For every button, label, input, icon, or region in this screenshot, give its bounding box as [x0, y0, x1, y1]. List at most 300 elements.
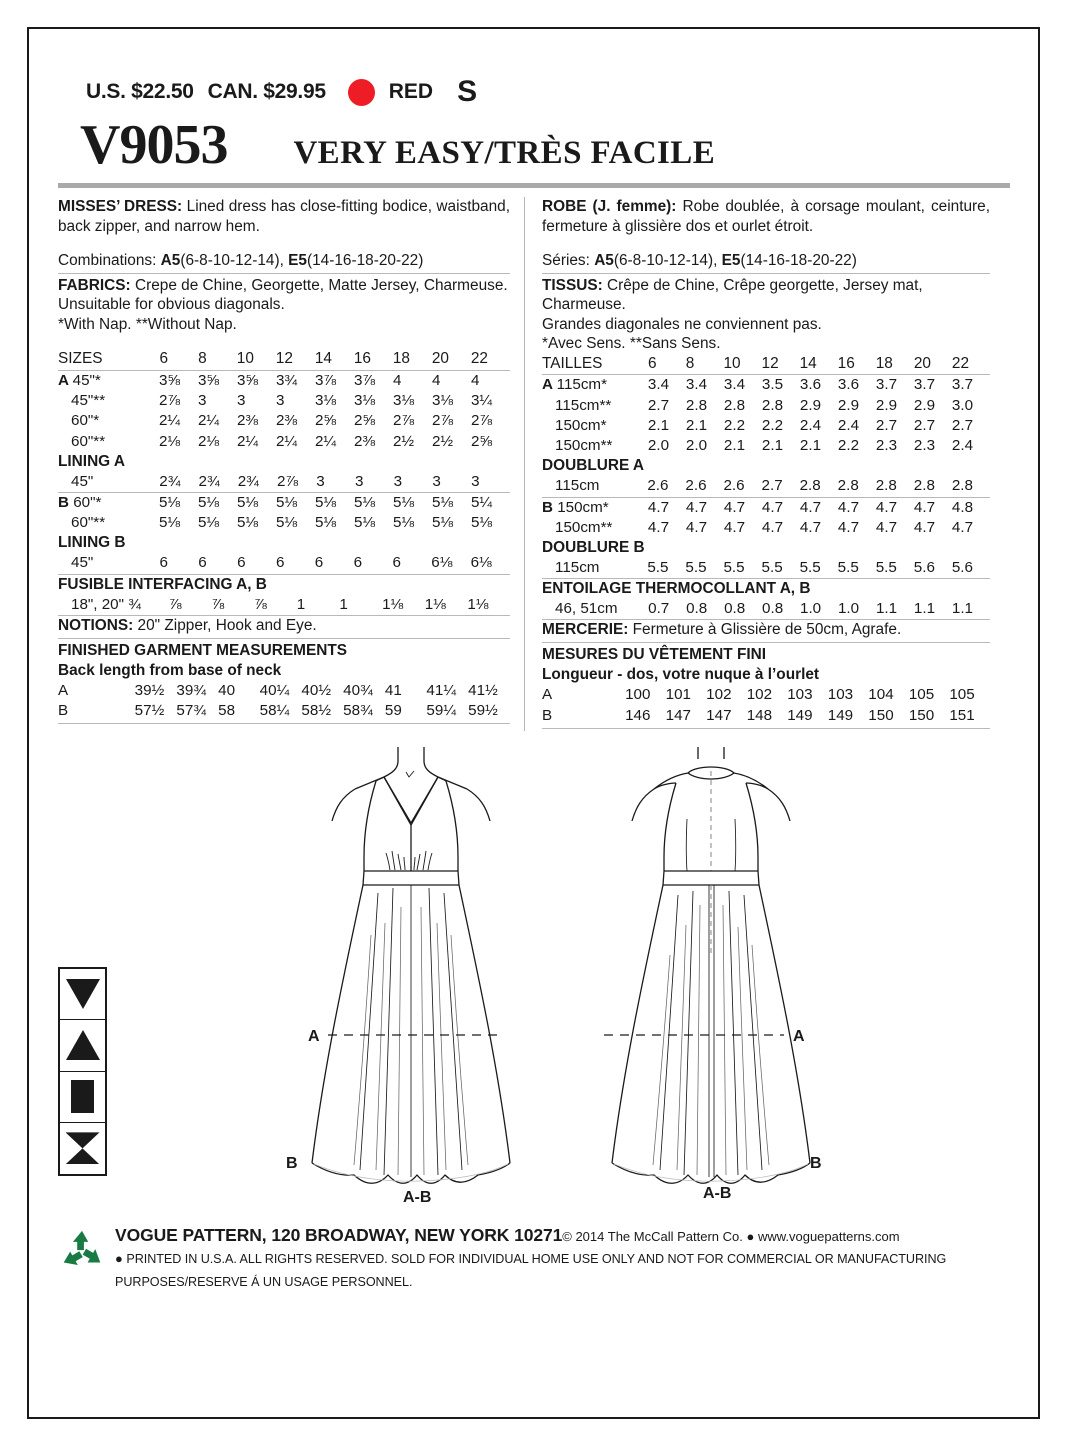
hourglass-icon: [66, 1132, 100, 1164]
cell-value: 2.7: [762, 476, 800, 497]
cell-value: 59½: [468, 702, 498, 720]
cell-value: 2⅝: [353, 412, 376, 430]
finished-measurements-heading: FINISHED GARMENT MEASUREMENTS: [58, 641, 348, 659]
cell-value: 103: [827, 686, 854, 704]
cell-value: 40¼: [259, 681, 290, 699]
footer-company-line: VOGUE PATTERN, 120 BROADWAY, NEW YORK 10271© 2014 The McCall Pattern Co. ● www.voguepatterns.com: [115, 1225, 900, 1245]
footer-website[interactable]: www.voguepatterns.com: [757, 1229, 900, 1244]
table-row: [58, 391, 510, 411]
front-view-caption: A-B: [403, 1189, 432, 1206]
cell-value: 2.7: [647, 396, 670, 414]
row-label: A: [542, 686, 553, 704]
cell-value: 5⅛: [158, 493, 181, 511]
cell-value: 100: [625, 686, 651, 704]
cell-value: 4.7: [723, 498, 746, 516]
lining-a-heading: LINING A: [58, 452, 125, 470]
dress-back-illustration: [580, 745, 860, 1200]
cell-value: 3⅞: [353, 371, 376, 389]
cell-value: 5¼: [470, 493, 493, 511]
sizes-header-table: [542, 354, 990, 375]
french-description: [542, 197, 990, 236]
cell-value: 2.8: [876, 476, 914, 497]
cell-value: 41¼: [426, 681, 456, 699]
cell-value: 4.7: [875, 498, 898, 516]
yardage-table: [58, 553, 510, 574]
cell-value: 1.1: [952, 599, 990, 620]
cell-value: 2¾: [199, 472, 238, 493]
cell-value: 3: [197, 392, 207, 410]
cell-value: 5⅛: [275, 493, 298, 511]
cell-value: 2.9: [837, 396, 860, 414]
row-label: 60"**: [71, 514, 106, 532]
pattern-symbol-key: [58, 967, 107, 1176]
cell-value: 4.7: [647, 498, 670, 516]
cell-value: 3⅛: [314, 392, 337, 410]
cell-value: 2⅞: [431, 412, 454, 430]
cell-value: 2.2: [761, 416, 784, 434]
table-row: [542, 706, 990, 726]
table-row: [58, 681, 510, 701]
cell-value: 2.3: [875, 437, 898, 455]
cell-value: 2¼: [314, 432, 337, 450]
table-row: [58, 493, 510, 513]
cell-value: 5.5: [800, 558, 838, 579]
english-fabrics-value: Crepe de Chine, Georgette, Matte Jersey, Charmeuse.: [134, 276, 508, 294]
table-row: [58, 371, 510, 391]
cell-value: 3.7: [951, 376, 974, 394]
front-marker-a: A: [308, 1028, 320, 1045]
cell-value: 2¼: [236, 432, 259, 450]
cell-value: 5⅛: [470, 514, 493, 532]
cell-value: 6: [237, 553, 276, 574]
cell-value: 5⅛: [236, 493, 259, 511]
cell-value: 2¼: [275, 432, 298, 450]
table-row: [542, 396, 990, 416]
cell-value: 3⅛: [431, 392, 454, 410]
french-fabrics-value: Crêpe de Chine, Crêpe georgette, Jersey mat, Charmeuse.: [542, 276, 923, 314]
table-row: [58, 472, 510, 493]
cell-value: 2.0: [685, 437, 708, 455]
english-nap-note: *With Nap. **Without Nap.: [58, 315, 237, 333]
cell-value: 2.3: [913, 437, 936, 455]
english-fabrics-note: Unsuitable for obvious diagonals.: [58, 296, 285, 314]
cell-value: 2.1: [685, 416, 708, 434]
envelope-content: [58, 75, 1010, 731]
english-combo-e: E5: [288, 252, 307, 270]
english-combo-a: A5: [160, 252, 181, 270]
recycle-icon: [58, 1228, 106, 1276]
french-fabrics: [542, 276, 990, 315]
cell-value: 4.7: [799, 518, 822, 536]
row-label: 115cm: [542, 476, 647, 497]
row-label: B: [542, 706, 553, 724]
table-row: [542, 558, 990, 579]
cell-value: 40: [218, 681, 236, 699]
row-label: 45": [58, 553, 159, 574]
footer: [58, 1225, 1010, 1294]
cell-value: 2.7: [951, 416, 974, 434]
table-row-header: [542, 354, 990, 375]
cell-value: 4.7: [951, 518, 974, 536]
cell-value: 102: [746, 686, 773, 704]
finished-measurements-sub: Longueur - dos, votre nuque à l’ourlet: [542, 666, 820, 684]
cell-value: 2⅞: [392, 412, 415, 430]
section-divider: [542, 642, 990, 643]
cell-value: ⅞: [254, 595, 297, 616]
cell-value: 4: [431, 371, 441, 389]
english-description-label: MISSES’ DRESS:: [58, 198, 183, 215]
row-label: A 45"*: [58, 371, 101, 389]
cell-value: 105: [949, 686, 975, 704]
english-table-mount: [58, 349, 510, 724]
yardage-table: [58, 371, 510, 452]
size-column-header: 12: [276, 349, 315, 370]
cell-value: 4.7: [685, 498, 708, 516]
cell-value: 6: [315, 553, 354, 574]
cell-value: 102: [706, 686, 732, 704]
row-label: 60"**: [71, 432, 106, 450]
cell-value: 2.9: [875, 396, 898, 414]
cell-value: 4.7: [761, 518, 784, 536]
yardage-table: [58, 595, 510, 616]
notions-label: NOTIONS:: [58, 616, 138, 634]
cell-value: 0.8: [686, 599, 724, 620]
sizes-header-table: [58, 349, 510, 370]
cell-value: 4: [392, 371, 402, 389]
row-view-letter: A: [542, 376, 557, 394]
cell-value: 2.1: [647, 416, 670, 434]
cell-value: 3¾: [275, 371, 298, 389]
french-fabrics-label: TISSUS:: [542, 276, 603, 294]
size-code: S: [457, 75, 478, 108]
size-column-header: 10: [723, 354, 761, 375]
cell-value: 5⅛: [353, 493, 376, 511]
cell-value: 3: [355, 472, 394, 493]
table-row: [58, 432, 510, 452]
size-column-header: 8: [198, 349, 237, 370]
cell-value: 147: [665, 706, 691, 724]
cell-value: 3.7: [913, 376, 936, 394]
cell-value: 2⅞: [470, 412, 493, 430]
cell-value: 39¾: [176, 681, 206, 699]
cell-value: 150: [868, 706, 894, 724]
cell-value: 2.7: [875, 416, 898, 434]
row-label: 46, 51cm: [542, 599, 648, 620]
cell-value: 6⅛: [431, 553, 470, 574]
size-column-header: 16: [838, 354, 876, 375]
cell-value: 2.6: [685, 476, 723, 497]
cell-value: 101: [665, 686, 691, 704]
cell-value: 2.1: [723, 437, 746, 455]
cell-value: 40½: [301, 681, 331, 699]
size-column-header: 18: [393, 349, 432, 370]
cell-value: 5⅛: [431, 493, 454, 511]
cell-value: 2⅜: [275, 412, 298, 430]
cell-value: 6: [276, 553, 315, 574]
cell-value: 2.1: [761, 437, 784, 455]
english-fabrics-label: FABRICS:: [58, 276, 131, 294]
cell-value: 149: [827, 706, 854, 724]
footer-legal-line-2: PURPOSES/RESERVE Á UN USAGE PERSONNEL.: [115, 1275, 413, 1290]
row-view-letter: B: [58, 493, 74, 511]
back-view-caption: A-B: [703, 1185, 732, 1202]
cell-value: 5.5: [838, 558, 876, 579]
triangle-up-icon: [66, 1030, 100, 1060]
table-row: [542, 599, 990, 620]
symbol-cell-2: [60, 1020, 105, 1071]
cell-value: 40¾: [343, 681, 373, 699]
back-marker-a: A: [793, 1028, 805, 1045]
yardage-table: [542, 476, 990, 497]
cell-value: 3.4: [723, 376, 746, 394]
row-label: B: [58, 702, 69, 720]
finished-measurements-table: [58, 681, 510, 721]
cell-value: 5⅛: [314, 493, 337, 511]
yardage-table: [542, 498, 990, 538]
size-column-header: 20: [914, 354, 952, 375]
french-combo-a-sizes: (6-8-10-12-14),: [613, 252, 718, 270]
illustration-area: [58, 745, 1010, 1215]
triangle-down-icon: [66, 979, 100, 1009]
cell-value: 2.8: [685, 396, 708, 414]
english-combinations-label: Combinations:: [58, 252, 157, 270]
cell-value: 4.7: [837, 518, 860, 536]
finished-measurements-heading: MESURES DU VÊTEMENT FINI: [542, 646, 767, 664]
cell-value: 3: [432, 472, 471, 493]
cell-value: 146: [625, 706, 651, 724]
row-label: 115cm: [542, 558, 647, 579]
notions: [58, 616, 510, 636]
size-column-header: 20: [432, 349, 471, 370]
info-columns: [58, 197, 1010, 731]
cell-value: 3.4: [685, 376, 708, 394]
cell-value: 41½: [468, 681, 498, 699]
cell-value: 0.8: [724, 599, 762, 620]
cell-value: 149: [787, 706, 813, 724]
cell-value: 5.6: [952, 558, 990, 579]
row-label: A: [58, 681, 69, 699]
table-row: [542, 375, 990, 395]
notions-label: MERCERIE:: [542, 621, 633, 639]
cell-value: 2⅞: [277, 472, 316, 493]
cell-value: 3⅛: [392, 392, 415, 410]
sizes-header: TAILLES: [542, 354, 648, 375]
cell-value: 57¾: [176, 702, 206, 720]
size-column-header: 22: [952, 354, 990, 375]
french-table-mount: [542, 354, 990, 729]
cell-value: 1.0: [800, 599, 838, 620]
table-row: [542, 518, 990, 538]
english-combinations: [58, 251, 510, 271]
cell-value: 0.8: [762, 599, 800, 620]
cell-value: 1.1: [914, 599, 952, 620]
cell-value: 41: [384, 681, 402, 699]
cell-value: 1.1: [876, 599, 914, 620]
cell-value: 3: [316, 472, 355, 493]
cell-value: 3⅛: [353, 392, 376, 410]
row-label: B 150cm*: [542, 498, 609, 516]
cell-value: 2⅛: [197, 432, 220, 450]
notions: [542, 620, 990, 640]
cell-value: 3⅝: [158, 371, 181, 389]
cell-value: 2.6: [647, 476, 685, 497]
row-label: 18", 20" ¾: [58, 595, 169, 616]
cell-value: 2.8: [952, 476, 990, 497]
cell-value: 2⅜: [236, 412, 259, 430]
title-row: [80, 114, 1010, 176]
cell-value: 57½: [134, 702, 165, 720]
cell-value: 3⅝: [197, 371, 220, 389]
cell-value: 147: [706, 706, 732, 724]
yardage-table: [542, 599, 990, 620]
table-row: [58, 411, 510, 431]
cell-value: 103: [787, 686, 813, 704]
size-column-header: 10: [237, 349, 276, 370]
cell-value: 4.7: [913, 518, 936, 536]
cell-value: 2½: [392, 432, 415, 450]
cell-value: 5.6: [914, 558, 952, 579]
size-column-header: 12: [762, 354, 800, 375]
dress-front-illustration: [280, 745, 560, 1200]
cell-value: 2.8: [914, 476, 952, 497]
cell-value: 6: [159, 553, 198, 574]
price-us: U.S. $22.50: [86, 80, 194, 103]
yardage-table: [58, 493, 510, 533]
english-description: [58, 197, 510, 236]
cell-value: 1: [297, 595, 340, 616]
cell-value: 3.6: [837, 376, 860, 394]
row-label: 150cm**: [555, 437, 613, 455]
cell-value: 2⅝: [314, 412, 337, 430]
french-combo-e-sizes: (14-16-18-20-22): [740, 252, 857, 270]
difficulty-label: VERY EASY/TRÈS FACILE: [293, 135, 716, 171]
cell-value: 3.5: [761, 376, 784, 394]
cell-value: 2.7: [913, 416, 936, 434]
cell-value: 151: [949, 706, 975, 724]
cell-value: 58: [218, 702, 236, 720]
table-row: [542, 685, 990, 705]
cell-value: 5⅛: [353, 514, 376, 532]
cell-value: 4.7: [913, 498, 936, 516]
size-column-header: 8: [686, 354, 724, 375]
symbol-cell-3: [60, 1072, 105, 1123]
english-column: [58, 197, 524, 731]
table-row: [58, 513, 510, 533]
cell-value: 2.4: [951, 437, 974, 455]
cell-value: 4.7: [875, 518, 898, 536]
cell-value: 5.5: [685, 558, 723, 579]
cell-value: 5.5: [762, 558, 800, 579]
header-divider: [58, 183, 1010, 188]
cell-value: 2.9: [913, 396, 936, 414]
french-combinations: [542, 251, 990, 271]
french-combinations-label: Séries:: [542, 252, 590, 270]
cell-value: 5.5: [723, 558, 761, 579]
yardage-table: [542, 375, 990, 456]
cell-value: 5⅛: [431, 514, 454, 532]
cell-value: 4.8: [951, 498, 974, 516]
lining-b-heading: DOUBLURE B: [542, 538, 645, 556]
cell-value: 6: [198, 553, 237, 574]
price-row: [86, 75, 1010, 109]
cell-value: 104: [868, 686, 894, 704]
cell-value: 5⅛: [158, 514, 181, 532]
table-row-header: [58, 349, 510, 370]
english-combo-a-sizes: (6-8-10-12-14),: [180, 252, 284, 270]
front-marker-b: B: [286, 1155, 298, 1172]
cell-value: 2.0: [647, 437, 670, 455]
cell-value: 5⅛: [197, 493, 220, 511]
row-label: 60"*: [71, 412, 100, 430]
cell-value: 2¼: [197, 412, 220, 430]
notions-value: Fermeture à Glissière de 50cm, Agrafe.: [632, 621, 902, 639]
cell-value: 2.8: [723, 396, 746, 414]
cell-value: 3⅝: [236, 371, 259, 389]
cell-value: 2¼: [158, 412, 181, 430]
cell-value: 4.7: [723, 518, 746, 536]
section-divider: [58, 723, 510, 724]
cell-value: 4.7: [647, 518, 670, 536]
cell-value: 58¾: [343, 702, 373, 720]
size-column-header: 14: [800, 354, 838, 375]
cell-value: 3: [471, 472, 510, 493]
cell-value: 3: [236, 392, 246, 410]
cell-value: 2⅞: [158, 392, 181, 410]
row-label: B 60"*: [58, 493, 102, 511]
french-description-label: ROBE (J. femme):: [542, 198, 677, 215]
cell-value: 150: [908, 706, 935, 724]
french-description-text: Robe doublée, à corsage moulant, ceinture, fermeture à glissière dos et ourlet étroit.: [542, 198, 990, 235]
french-nap-note: *Avec Sens. **Sans Sens.: [542, 335, 721, 353]
cell-value: 2.9: [799, 396, 822, 414]
notions-value: 20" Zipper, Hook and Eye.: [137, 616, 317, 634]
cell-value: 4.7: [685, 518, 708, 536]
section-divider: [58, 638, 510, 639]
cell-value: 6: [392, 553, 431, 574]
cell-value: 5⅛: [314, 514, 337, 532]
table-row: [542, 436, 990, 456]
cell-value: 2.8: [761, 396, 784, 414]
cell-value: 105: [908, 686, 935, 704]
size-column-header: 18: [876, 354, 914, 375]
cell-value: 3.0: [951, 396, 974, 414]
cell-value: 2⅛: [158, 432, 181, 450]
cell-value: 3: [394, 472, 433, 493]
cell-value: 2.4: [837, 416, 860, 434]
price-can: CAN. $29.95: [207, 80, 326, 103]
cell-value: 2.2: [723, 416, 746, 434]
cell-value: 3¼: [470, 392, 493, 410]
cell-value: 2.1: [799, 437, 822, 455]
rectangle-icon: [71, 1080, 94, 1113]
row-label: 45"**: [71, 392, 106, 410]
footer-copyright: © 2014 The McCall Pattern Co.: [562, 1229, 743, 1244]
interfacing-heading: ENTOILAGE THERMOCOLLANT A, B: [542, 580, 811, 598]
cell-value: 5.5: [647, 558, 685, 579]
cell-value: 2.6: [723, 476, 761, 497]
size-column-header: 22: [471, 349, 510, 370]
cell-value: 59¼: [426, 702, 456, 720]
cell-value: 2.8: [838, 476, 876, 497]
table-row: [542, 476, 990, 497]
cell-value: 5⅛: [197, 514, 220, 532]
cell-value: 4.7: [837, 498, 860, 516]
row-label: 45": [58, 472, 159, 493]
cell-value: 3: [275, 392, 285, 410]
footer-company: VOGUE PATTERN, 120 BROADWAY, NEW YORK 10271: [115, 1225, 563, 1245]
row-label: 150cm**: [555, 518, 613, 536]
cell-value: ⅞: [169, 595, 212, 616]
